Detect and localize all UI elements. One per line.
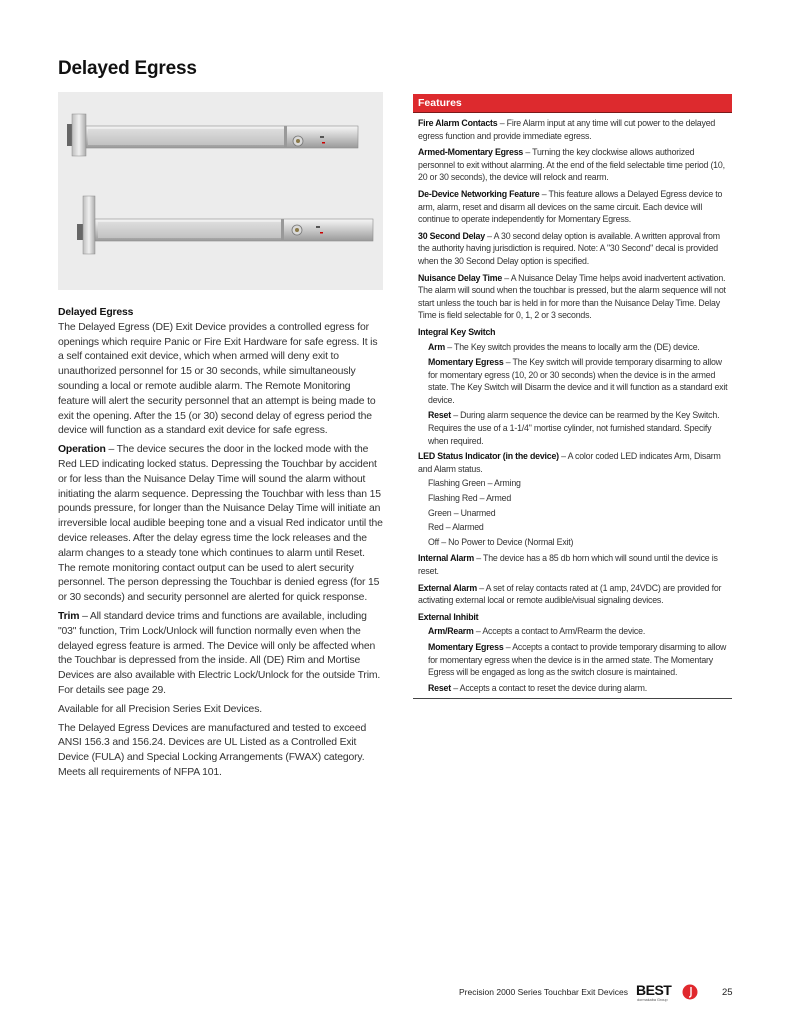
sub-label: Momentary Egress: [428, 357, 504, 368]
product-photo: [58, 92, 383, 290]
led-state: Off – No Power to Device (Normal Exit): [428, 536, 574, 547]
feature-label: External Inhibit: [418, 611, 479, 622]
sub-text: – The Key switch will provide temporary disarming to allow for momentary egress (10, 20 or 30 seconds) when the device is in the armed state. The Key Switch will Disarm the device and it will function as a standard exit device.: [428, 357, 728, 405]
inhibit-momentary: [418, 641, 732, 679]
trim-paragraph: [58, 610, 384, 699]
inhibit-reset: [418, 682, 732, 695]
feature-armed-momentary: [418, 146, 732, 184]
inhibit-arm-rearm: [418, 625, 732, 638]
intro-paragraph: The Delayed Egress (DE) Exit Device provides a controlled egress for openings which require Panic or Fire Exit Hardware for safe egress. It is a self contained exit device, which when armed will deny exit to unauthorized personnel for 15 or 30 seconds, while simultaneously sounding a local or remote audible alarm. The Remote Monitoring feature will alert the security personnel that an attempt is being made to exit the opening. After the 15 (or 30) second delay of egress period the device will function as a standard exit device for safe egress.: [58, 321, 378, 437]
brand-mark-icon: [682, 984, 698, 1000]
features-header: Features: [413, 94, 732, 113]
feature-label: LED Status Indicator (in the device): [418, 451, 559, 462]
feature-text: – A color coded LED indicates Arm, Disarm and Alarm status.: [418, 451, 721, 474]
feature-text: – A 30 second delay option is available. A written approval from the authority having jurisdiction is required. Note: A "30 Second" decal is provided when the 30 Second Delay option is specified.: [418, 230, 720, 266]
feature-text: – The device has a 85 db horn which will sound until the device is reset.: [418, 553, 718, 576]
key-switch-reset: [418, 409, 732, 447]
key-switch-arm: [418, 341, 732, 354]
page-title: Delayed Egress: [58, 58, 197, 79]
feature-text: – A Nuisance Delay Time helps avoid inadvertent activation. The alarm will sound when the touchbar is pressed, but the alarm sequence will not start unless the touch bar is held in for more than the Nuisance Delay Time. Delay Time is field selectable for 0, 1, 2 or 3 seconds.: [418, 272, 726, 321]
features-body: [413, 113, 732, 699]
sub-text: – During alarm sequence the device can be rearmed by the Key Switch. Requires the use of a 1-1/4" mortise cylinder, not furnished standard. Specify when required.: [428, 410, 720, 446]
led-state: Flashing Red – Armed: [428, 493, 512, 504]
feature-de-networking: [418, 188, 732, 226]
sub-label: Arm/Rearm: [428, 626, 474, 637]
feature-integral-key-switch: [418, 326, 732, 339]
features-box: [413, 94, 732, 699]
feature-label: 30 Second Delay: [418, 230, 485, 241]
footer-series-title: Precision 2000 Series Touchbar Exit Devices: [459, 987, 628, 997]
led-state: Red – Alarmed: [428, 522, 484, 533]
feature-label: External Alarm: [418, 582, 477, 593]
compliance-paragraph: The Delayed Egress Devices are manufactured and tested to exceed ANSI 156.3 and 156.24. Devices are UL Listed as a Controlled Exit Device (FULA) and Special Locking Arrangements (FWAX) category. Meets all requirements of NFPA 101.: [58, 722, 367, 778]
feature-label: Nuisance Delay Time: [418, 272, 503, 283]
sub-label: Reset: [428, 410, 451, 421]
operation-label: Operation: [58, 444, 106, 456]
sub-label: Arm: [428, 341, 445, 352]
brand-subline: dormakaba Group: [637, 998, 668, 1002]
sub-text: – Accepts a contact to provide temporary disarming to allow for momentary egress when the device is in the armed state. The Momentary Egress will be engaged as long as the switch closure is maintained.: [428, 641, 727, 678]
led-state: Green – Unarmed: [428, 507, 496, 518]
feature-external-alarm: [418, 582, 732, 607]
page-footer: [0, 982, 791, 1005]
sub-text: – Accepts a contact to reset the device during alarm.: [450, 682, 648, 693]
feature-label: Internal Alarm: [418, 553, 475, 564]
page-number: 25: [722, 987, 733, 998]
operation-paragraph: [58, 443, 384, 606]
trim-text: – All standard device trims and functions are available, including "03" function, Trim Lock/Unlock will function normally even when the delayed egress feature is armed. The Device will only be affected when the Touchbar is depressed from the inside. All (DE) Rim and Mortise Devices are also available with Electric Lock/Unlock for the outside Trim. For details see page 29.: [58, 610, 381, 696]
led-state: Flashing Green – Arming: [428, 478, 521, 489]
sub-label: Reset: [428, 682, 451, 693]
feature-internal-alarm: [418, 552, 732, 577]
key-switch-momentary: [418, 356, 732, 406]
feature-label: Fire Alarm Contacts: [418, 118, 498, 128]
brand-wordmark: BEST: [636, 982, 672, 998]
feature-nuisance-delay: [418, 272, 732, 322]
feature-label: Armed-Momentary Egress: [418, 147, 524, 158]
operation-text: – The device secures the door in the locked mode with the Red LED indicating locked status. Depressing the Touchbar by accident or for less than the Nuisance Delay Time will sound the alarm without initiating the alarm sequence. Depressing the Touchbar with less than 15 pounds pressure, for longer than the Nuisance Delay Time will initiate an irreversible local audible beeping tone and a visual Red indicator until the device releases. After the delay egress time the lock releases and the alarm changes to a steady tone which continues to alarm until Reset. The remote monitoring contact output can be used to alert security personnel. The person depressing the Touchbar is denied egress (for 15 or 30 seconds) and security personnel are alerted for quick response.: [58, 444, 383, 604]
brand-logo: [636, 982, 672, 1002]
feature-led-status: [418, 450, 732, 475]
feature-text: – This feature allows a Delayed Egress device to arm, alarm, reset and disarm all devices on the same circuit. Each device will continue to operate independently for Momentary Egress.: [418, 188, 723, 225]
feature-fire-alarm: [418, 117, 732, 142]
sub-text: – The Key switch provides the means to locally arm the (DE) device.: [445, 341, 700, 352]
feature-label: De-Device Networking Feature: [418, 188, 540, 199]
availability-paragraph: Available for all Precision Series Exit Devices.: [58, 703, 262, 715]
feature-text: – Fire Alarm input at any time will cut power to the delayed egress function and provide immediate egress.: [418, 118, 716, 141]
exit-device-illustration: [58, 92, 383, 290]
intro-heading: Delayed Egress: [58, 307, 134, 318]
feature-30-second-delay: [418, 230, 732, 268]
feature-label: Integral Key Switch: [418, 326, 496, 337]
feature-text: – A set of relay contacts rated at (1 amp, 24VDC) are provided for activating external local or remote audible/visual signaling devices.: [418, 582, 722, 606]
feature-text: – Turning the key clockwise allows authorized personnel to exit without alarming. At the end of the field selectable time period (10, 20 or 30 seconds), the device will relock and rearm.: [418, 147, 725, 183]
sub-text: – Accepts a contact to Arm/Rearm the device.: [473, 626, 646, 637]
trim-label: Trim: [58, 610, 80, 622]
feature-external-inhibit: [418, 611, 732, 624]
sub-label: Momentary Egress: [428, 641, 504, 652]
description-column: [58, 306, 384, 785]
